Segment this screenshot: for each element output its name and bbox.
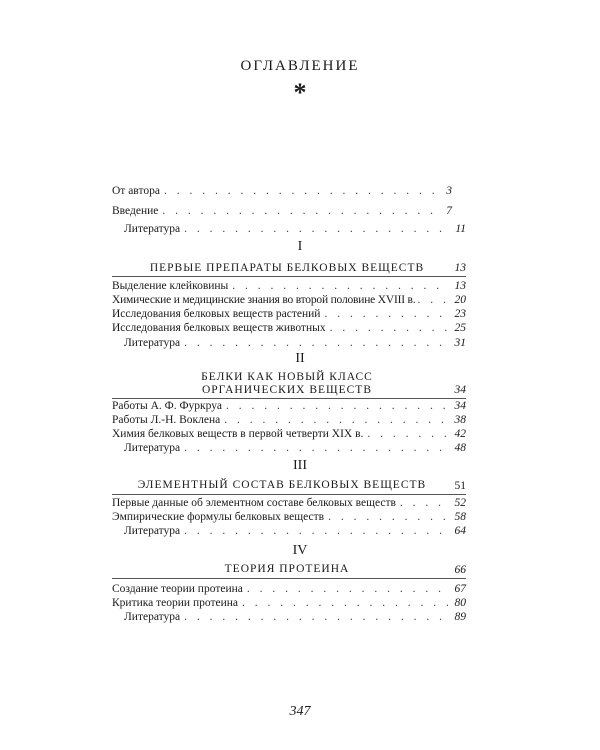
page-number: 347 (289, 704, 311, 719)
dot-leader (184, 524, 448, 538)
toc-entry-label: Работы Л.-Н. Воклена (112, 414, 221, 426)
dot-leader (232, 279, 448, 293)
chapter-page: 66 (454, 564, 466, 576)
toc-entry-introduction[interactable] (112, 204, 452, 218)
dot-leader (164, 184, 434, 198)
toc-entry-page: 52 (454, 497, 466, 509)
dot-leader (184, 610, 448, 624)
toc-entry-label: Химия белковых веществ в первой четверти XIX в. (112, 428, 364, 440)
chapter-numeral: II (295, 351, 305, 366)
chapter-title[interactable]: ТЕОРИЯ ПРОТЕИНА (224, 563, 350, 575)
toc-entry-page: 42 (454, 428, 466, 440)
dot-leader (226, 399, 448, 413)
chapter-title[interactable]: ПЕРВЫЕ ПРЕПАРАТЫ БЕЛКОВЫХ ВЕЩЕСТВ (149, 262, 425, 274)
toc-entry-page: 48 (454, 442, 466, 454)
toc-entry-page: 67 (454, 583, 466, 595)
toc-entry-label: Литература (124, 442, 181, 454)
toc-entry-label: Исследования белковых веществ растений (112, 308, 321, 320)
toc-entry-page: 11 (455, 223, 466, 235)
toc-entry-page: 80 (454, 597, 466, 609)
toc-entry-page: 25 (454, 322, 466, 334)
toc-entry-label: Химические и медицинские знания во второй половине XVIII в. (112, 294, 416, 306)
chapter-title-line2[interactable]: ОРГАНИЧЕСКИХ ВЕЩЕСТВ (201, 384, 373, 396)
chapter-title[interactable]: ЭЛЕМЕНТНЫЙ СОСТАВ БЕЛКОВЫХ ВЕЩЕСТВ (137, 479, 427, 491)
dot-leader (242, 596, 448, 610)
toc-entry[interactable] (112, 321, 466, 335)
toc-entry-label: От автора (112, 185, 160, 197)
toc-entry[interactable] (124, 524, 466, 538)
divider (112, 494, 466, 495)
dot-leader (417, 293, 450, 307)
toc-entry-label: Исследования белковых веществ животных (112, 322, 326, 334)
divider (112, 578, 466, 579)
chapter-numeral: I (297, 239, 303, 254)
dot-leader (330, 321, 448, 335)
chapter-numeral: III (293, 458, 307, 473)
toc-entry-page: 38 (454, 414, 466, 426)
toc-entry[interactable] (124, 441, 466, 455)
chapter-numeral: IV (292, 543, 308, 558)
toc-entry-page: 34 (454, 400, 466, 412)
toc-entry-label: Работы А. Ф. Фуркруа (112, 400, 222, 412)
toc-entry[interactable] (112, 510, 466, 524)
toc-entry-label: Литература (124, 611, 181, 623)
chapter-page: 34 (454, 384, 466, 396)
dot-leader (400, 496, 448, 510)
divider (112, 276, 466, 277)
toc-entry[interactable] (124, 336, 466, 350)
toc-entry-page: 58 (454, 511, 466, 523)
toc-entry[interactable] (112, 582, 466, 596)
toc-entry-label: Критика теории протеина (112, 597, 239, 609)
dot-leader (328, 510, 448, 524)
toc-entry-label: Эмпирические формулы белковых веществ (112, 511, 325, 523)
dot-leader (162, 204, 434, 218)
dot-leader (247, 582, 448, 596)
chapter-title[interactable]: БЕЛКИ КАК НОВЫЙ КЛАСС (201, 371, 373, 383)
toc-entry-page: 13 (454, 280, 466, 292)
dot-leader (367, 427, 448, 441)
dot-leader (184, 336, 448, 350)
asterisk-ornament: * (293, 78, 307, 107)
toc-entry-label: Первые данные об элементном составе белковых веществ (112, 497, 396, 509)
toc-entry[interactable] (112, 596, 466, 610)
chapter-page: 51 (454, 480, 466, 492)
toc-entry-label: Создание теории протеина (112, 583, 243, 595)
toc-entry-label: Литература (124, 223, 181, 235)
dot-leader (324, 307, 448, 321)
page-title: ОГЛАВЛЕНИЕ (240, 58, 360, 74)
dot-leader (184, 222, 448, 236)
toc-entry-label: Литература (124, 337, 181, 349)
toc-entry-page: 3 (446, 185, 452, 197)
toc-entry-page: 89 (454, 611, 466, 623)
toc-entry-label: Литература (124, 525, 181, 537)
toc-entry[interactable] (112, 279, 466, 293)
toc-entry[interactable] (112, 399, 466, 413)
toc-entry[interactable] (112, 293, 466, 307)
toc-entry-from-author[interactable] (112, 184, 452, 198)
toc-entry[interactable] (124, 610, 466, 624)
toc-entry[interactable] (112, 427, 466, 441)
toc-entry-page: 20 (454, 294, 466, 306)
toc-entry-literature[interactable] (124, 222, 466, 236)
toc-entry-label: Выделение клейковины (112, 280, 229, 292)
toc-entry[interactable] (112, 413, 466, 427)
dot-leader (184, 441, 448, 455)
chapter-page: 13 (454, 262, 466, 274)
toc-entry[interactable] (112, 307, 466, 321)
toc-entry[interactable] (112, 496, 466, 510)
toc-entry-page: 64 (454, 525, 466, 537)
dot-leader (224, 413, 448, 427)
toc-entry-page: 31 (454, 337, 466, 349)
toc-entry-page: 7 (446, 205, 452, 217)
toc-entry-page: 23 (454, 308, 466, 320)
toc-entry-label: Введение (112, 205, 159, 217)
